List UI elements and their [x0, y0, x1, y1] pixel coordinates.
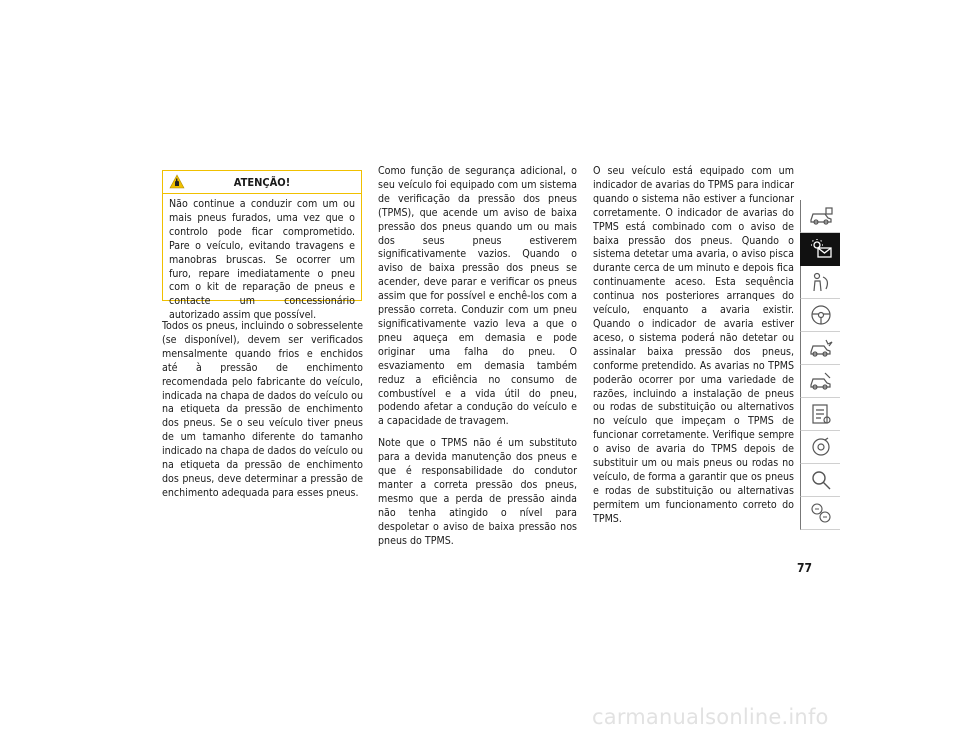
warning-text: Não continue a conduzir com um ou mais pneus furados, uma vez que o controlo pode ficar comprometido. Pare o veículo, evitando travagens e manobras bruscas. Se ocorrer um furo, repare imediatamente o pneu com o kit de reparação de pneus e contacte um concessionário autorizado assim que possível.: [169, 198, 355, 322]
tab-safety[interactable]: [800, 266, 840, 299]
car-info-icon: [808, 206, 834, 226]
paragraph: Como função de segurança adicional, o seu veículo foi equipado com um sistema de verificação da pressão dos pneus (TPMS), que acende um aviso de baixa pressão dos pneus quando um ou mais dos seus pneus estiverem significativamente vazios. Quando o aviso de baixa pressão dos pneus se acender, deve parar e verificar os pneus assim que for possível e enchê-los com a pressão correta. Conduzir com um pneu significativamente vazio leva a que o pneu aqueça em demasia e pode originar uma falha do pneu. O esvaziamento em demasia também reduz a eficiência no consumo de combustível e a vida útil do pneu, podendo afetar a condução do veículo e a capacidade de travagem.: [378, 165, 577, 428]
column-3: [593, 165, 794, 535]
tab-index[interactable]: [800, 464, 840, 497]
languages-icon: [808, 501, 834, 525]
steering-wheel-icon: [809, 303, 833, 327]
paragraph: O seu veículo está equipado com um indicador de avarias do TPMS para indicar quando o sistema não estiver a funcionar corretamente. O indicador de avarias do TPMS está combinado com o aviso de baixa pressão dos pneus. Quando o sistema detetar uma avaria, o aviso pisca durante cerca de um minuto e depois fica continuamente aceso. Esta sequência continua nos posteriores arranques do veículo, enquanto a avaria existir. Quando o indicador de avaria estiver aceso, o sistema poderá não detetar ou assinalar baixa pressão dos pneus, conforme pretendido. As avarias no TPMS poderão ocorrer por uma variedade de razões, incluindo a instalação de pneus ou rodas de substituição ou alternativos no veículo que impeçam o TPMS de funcionar corretamente. Verifique sempre o aviso de avaria do TPMS depois de substituir um ou mais pneus ou rodas no veículo, de forma a garantir que os pneus e rodas de substituição ou alternativas permitem um funcionamento correto do TPMS.: [593, 165, 794, 525]
car-service-icon: [808, 370, 834, 392]
column-1: [162, 320, 363, 509]
warning-title: ATENÇÃO!: [233, 176, 291, 189]
warning-box: [162, 170, 362, 322]
tab-car-info[interactable]: [800, 200, 840, 233]
safety-airbag-icon: [809, 271, 833, 293]
chapter-tabs: [800, 200, 840, 530]
dashboard-warning-icon: [808, 238, 834, 260]
warning-header: [163, 171, 361, 194]
column-2: [378, 165, 577, 556]
specifications-list-icon: [809, 402, 833, 426]
tab-emergency[interactable]: [800, 332, 840, 365]
paragraph: Note que o TPMS não é um substituto para a devida manutenção dos pneus e que é responsabilidade do condutor manter a correta pressão dos pneus, mesmo que a perda de pressão ainda não tenha atingido o nível para despoletar o aviso de baixa pressão nos pneus do TPMS.: [378, 437, 577, 547]
paragraph: Todos os pneus, incluindo o sobresselente (se disponível), devem ser verificados mensalmente quando frios e enchidos até à pressão de enchimento recomendada pelo fabricante do veículo, indicada na chapa de dados do veículo ou na etiqueta da pressão de enchimento dos pneus. Se o seu veículo tiver pneus de um tamanho diferente do tamanho indicado na chapa de dados do veículo ou na etiqueta da pressão de enchimento dos pneus, deve determinar a pressão de enchimento adequada para esses pneus.: [162, 320, 363, 499]
tab-languages[interactable]: [800, 497, 840, 530]
page-number: 77: [797, 561, 813, 575]
tab-dashboard-warning[interactable]: [800, 233, 840, 266]
watermark: carmanualsonline.info: [592, 705, 829, 729]
tab-multimedia[interactable]: [800, 431, 840, 464]
multimedia-icon: [809, 435, 833, 459]
search-index-icon: [809, 468, 833, 492]
tab-starting-operating[interactable]: [800, 299, 840, 332]
car-crash-icon: [808, 337, 834, 359]
tab-specifications[interactable]: [800, 398, 840, 431]
tab-servicing[interactable]: [800, 365, 840, 398]
